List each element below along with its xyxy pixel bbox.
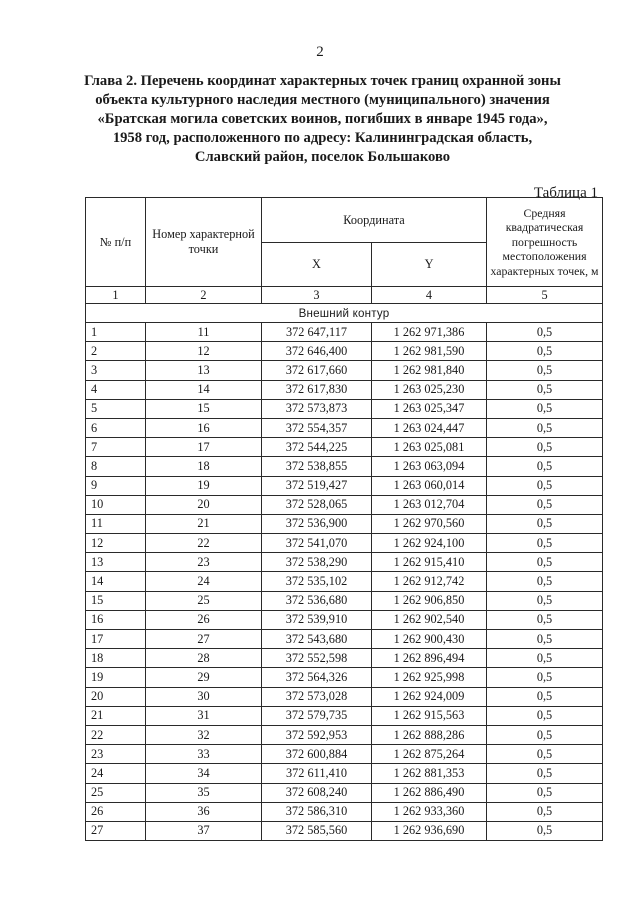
coord-y: 1 262 925,998 <box>372 668 487 687</box>
point-number: 33 <box>146 745 262 764</box>
point-number: 24 <box>146 572 262 591</box>
coord-x: 372 538,290 <box>262 553 372 572</box>
point-number: 16 <box>146 418 262 437</box>
coord-y: 1 262 936,690 <box>372 821 487 840</box>
point-number: 34 <box>146 764 262 783</box>
point-number: 35 <box>146 783 262 802</box>
row-number: 4 <box>86 380 146 399</box>
row-number: 18 <box>86 649 146 668</box>
coord-y: 1 262 915,563 <box>372 706 487 725</box>
accuracy: 0,5 <box>487 418 603 437</box>
coord-y: 1 263 012,704 <box>372 495 487 514</box>
column-number: 5 <box>487 287 603 304</box>
column-numbers-row <box>86 287 603 304</box>
accuracy: 0,5 <box>487 687 603 706</box>
heading-line: 1958 год, расположенного по адресу: Калининградская область, <box>112 130 533 146</box>
row-number: 8 <box>86 457 146 476</box>
coord-x: 372 536,680 <box>262 591 372 610</box>
row-number: 3 <box>86 361 146 380</box>
table-row <box>86 802 603 821</box>
accuracy: 0,5 <box>487 572 603 591</box>
coord-y: 1 262 912,742 <box>372 572 487 591</box>
accuracy: 0,5 <box>487 553 603 572</box>
coord-x: 372 541,070 <box>262 534 372 553</box>
point-number: 20 <box>146 495 262 514</box>
row-number: 7 <box>86 438 146 457</box>
accuracy: 0,5 <box>487 630 603 649</box>
header-point: Номер характерной точки <box>146 198 262 287</box>
row-number: 27 <box>86 821 146 840</box>
row-number: 17 <box>86 630 146 649</box>
heading-line: Славский район, поселок Большаково <box>194 149 451 165</box>
coordinates-table <box>85 197 603 841</box>
accuracy: 0,5 <box>487 514 603 533</box>
point-number: 26 <box>146 610 262 629</box>
coord-x: 372 585,560 <box>262 821 372 840</box>
accuracy: 0,5 <box>487 668 603 687</box>
page-number: 2 <box>316 44 324 60</box>
coord-y: 1 263 063,094 <box>372 457 487 476</box>
table-row <box>86 323 603 342</box>
row-number: 26 <box>86 802 146 821</box>
accuracy: 0,5 <box>487 361 603 380</box>
accuracy: 0,5 <box>487 342 603 361</box>
row-number: 20 <box>86 687 146 706</box>
header-coordinate: Координата <box>262 198 487 243</box>
table-row <box>86 610 603 629</box>
table-row <box>86 725 603 744</box>
accuracy: 0,5 <box>487 821 603 840</box>
coord-x: 372 646,400 <box>262 342 372 361</box>
row-number: 23 <box>86 745 146 764</box>
accuracy: 0,5 <box>487 610 603 629</box>
coord-x: 372 611,410 <box>262 764 372 783</box>
heading-line: «Братская могила советских воинов, погибших в январе 1945 года», <box>97 111 548 127</box>
coord-x: 372 573,028 <box>262 687 372 706</box>
coord-y: 1 262 888,286 <box>372 725 487 744</box>
table-row <box>86 342 603 361</box>
table-row <box>86 553 603 572</box>
coord-x: 372 608,240 <box>262 783 372 802</box>
coord-x: 372 536,900 <box>262 514 372 533</box>
point-number: 30 <box>146 687 262 706</box>
coord-y: 1 262 896,494 <box>372 649 487 668</box>
row-number: 14 <box>86 572 146 591</box>
table-row <box>86 534 603 553</box>
accuracy: 0,5 <box>487 495 603 514</box>
accuracy: 0,5 <box>487 399 603 418</box>
coord-x: 372 573,873 <box>262 399 372 418</box>
point-number: 29 <box>146 668 262 687</box>
accuracy: 0,5 <box>487 706 603 725</box>
table-row <box>86 438 603 457</box>
row-number: 16 <box>86 610 146 629</box>
row-number: 12 <box>86 534 146 553</box>
row-number: 10 <box>86 495 146 514</box>
coord-y: 1 262 971,386 <box>372 323 487 342</box>
coord-y: 1 262 915,410 <box>372 553 487 572</box>
coord-x: 372 538,855 <box>262 457 372 476</box>
table-row <box>86 399 603 418</box>
coord-x: 372 586,310 <box>262 802 372 821</box>
row-number: 22 <box>86 725 146 744</box>
coord-x: 372 617,660 <box>262 361 372 380</box>
accuracy: 0,5 <box>487 783 603 802</box>
header-x: X <box>262 243 372 287</box>
coord-x: 372 519,427 <box>262 476 372 495</box>
table-row <box>86 668 603 687</box>
row-number: 13 <box>86 553 146 572</box>
table-row <box>86 821 603 840</box>
accuracy: 0,5 <box>487 476 603 495</box>
section-row <box>86 304 603 323</box>
coord-x: 372 600,884 <box>262 745 372 764</box>
table-row <box>86 706 603 725</box>
point-number: 22 <box>146 534 262 553</box>
table-row <box>86 649 603 668</box>
point-number: 32 <box>146 725 262 744</box>
point-number: 25 <box>146 591 262 610</box>
coord-x: 372 535,102 <box>262 572 372 591</box>
row-number: 2 <box>86 342 146 361</box>
table-row <box>86 591 603 610</box>
coord-y: 1 262 875,264 <box>372 745 487 764</box>
coord-y: 1 263 025,230 <box>372 380 487 399</box>
table-row <box>86 745 603 764</box>
accuracy: 0,5 <box>487 725 603 744</box>
coord-x: 372 528,065 <box>262 495 372 514</box>
table-row <box>86 495 603 514</box>
table-row <box>86 380 603 399</box>
point-number: 27 <box>146 630 262 649</box>
table-row <box>86 457 603 476</box>
table-row <box>86 361 603 380</box>
table-row <box>86 418 603 437</box>
row-number: 24 <box>86 764 146 783</box>
coord-y: 1 262 906,850 <box>372 591 487 610</box>
section-title: Внешний контур <box>86 304 603 323</box>
point-number: 31 <box>146 706 262 725</box>
chapter-heading <box>60 72 585 167</box>
header-num: № п/п <box>86 198 146 287</box>
coord-y: 1 263 024,447 <box>372 418 487 437</box>
row-number: 6 <box>86 418 146 437</box>
accuracy: 0,5 <box>487 802 603 821</box>
coord-x: 372 554,357 <box>262 418 372 437</box>
coord-x: 372 564,326 <box>262 668 372 687</box>
row-number: 15 <box>86 591 146 610</box>
accuracy: 0,5 <box>487 591 603 610</box>
coord-x: 372 617,830 <box>262 380 372 399</box>
coord-y: 1 263 025,081 <box>372 438 487 457</box>
coord-y: 1 262 886,490 <box>372 783 487 802</box>
accuracy: 0,5 <box>487 764 603 783</box>
coord-x: 372 539,910 <box>262 610 372 629</box>
row-number: 9 <box>86 476 146 495</box>
heading-line: Глава 2. Перечень координат характерных точек границ охранной зоны <box>84 73 561 89</box>
coord-x: 372 647,117 <box>262 323 372 342</box>
accuracy: 0,5 <box>487 438 603 457</box>
coord-y: 1 262 900,430 <box>372 630 487 649</box>
point-number: 12 <box>146 342 262 361</box>
table-row <box>86 514 603 533</box>
point-number: 28 <box>146 649 262 668</box>
accuracy: 0,5 <box>487 323 603 342</box>
row-number: 1 <box>86 323 146 342</box>
row-number: 19 <box>86 668 146 687</box>
row-number: 5 <box>86 399 146 418</box>
accuracy: 0,5 <box>487 457 603 476</box>
table-row <box>86 764 603 783</box>
point-number: 11 <box>146 323 262 342</box>
coord-y: 1 262 924,100 <box>372 534 487 553</box>
point-number: 37 <box>146 821 262 840</box>
point-number: 19 <box>146 476 262 495</box>
point-number: 18 <box>146 457 262 476</box>
table-row <box>86 476 603 495</box>
column-number: 4 <box>372 287 487 304</box>
accuracy: 0,5 <box>487 745 603 764</box>
coord-x: 372 592,953 <box>262 725 372 744</box>
coord-y: 1 262 933,360 <box>372 802 487 821</box>
coord-x: 372 543,680 <box>262 630 372 649</box>
coord-y: 1 263 060,014 <box>372 476 487 495</box>
coord-y: 1 262 924,009 <box>372 687 487 706</box>
row-number: 11 <box>86 514 146 533</box>
column-number: 3 <box>262 287 372 304</box>
coord-x: 372 544,225 <box>262 438 372 457</box>
point-number: 21 <box>146 514 262 533</box>
accuracy: 0,5 <box>487 649 603 668</box>
table-row <box>86 572 603 591</box>
coord-y: 1 262 981,840 <box>372 361 487 380</box>
point-number: 17 <box>146 438 262 457</box>
accuracy: 0,5 <box>487 534 603 553</box>
row-number: 25 <box>86 783 146 802</box>
header-accuracy: Средняя квадратическая погрешность местоположения характерных точек, м <box>487 198 603 287</box>
row-number: 21 <box>86 706 146 725</box>
table-caption: Таблица 1 <box>533 185 598 201</box>
accuracy: 0,5 <box>487 380 603 399</box>
coord-y: 1 262 902,540 <box>372 610 487 629</box>
point-number: 36 <box>146 802 262 821</box>
table-row <box>86 783 603 802</box>
column-number: 1 <box>86 287 146 304</box>
header-y: Y <box>372 243 487 287</box>
table-row <box>86 687 603 706</box>
coord-y: 1 263 025,347 <box>372 399 487 418</box>
coord-y: 1 262 881,353 <box>372 764 487 783</box>
coord-y: 1 262 970,560 <box>372 514 487 533</box>
point-number: 14 <box>146 380 262 399</box>
table-header-row <box>86 198 603 243</box>
column-number: 2 <box>146 287 262 304</box>
point-number: 23 <box>146 553 262 572</box>
coord-y: 1 262 981,590 <box>372 342 487 361</box>
table-row <box>86 630 603 649</box>
coord-x: 372 579,735 <box>262 706 372 725</box>
coord-x: 372 552,598 <box>262 649 372 668</box>
heading-line: объекта культурного наследия местного (муниципального) значения <box>95 92 550 108</box>
point-number: 13 <box>146 361 262 380</box>
point-number: 15 <box>146 399 262 418</box>
